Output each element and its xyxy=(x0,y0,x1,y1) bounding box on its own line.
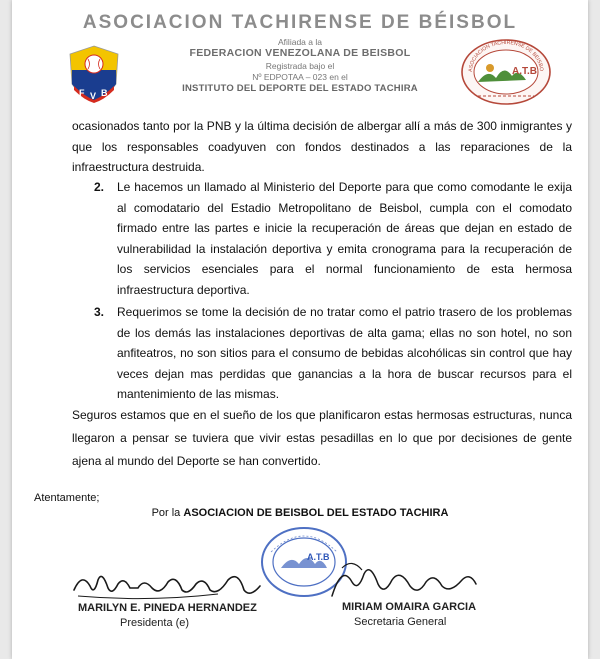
signatory-name-president: MARILYN E. PINEDA HERNANDEZ xyxy=(78,602,257,614)
item-text-3: Requerimos se tome la decisión de no tratar como el patrio trasero de los problemas de los demás las instalaciones deportivas de alta gama; ellas no son hotel, no son anfiteatros, no son sitios para el consumo de bebidas alcohólicas sin control que hay veces dejan mas perdidas que ganancias a la hora de buscar recursos para el mantenimiento de las mismas. xyxy=(117,305,572,401)
fvb-letter-f: F xyxy=(79,88,85,98)
signatory-role-secretary: Secretaria General xyxy=(354,616,447,628)
atb-emblem-text: A.T.B xyxy=(512,66,537,77)
header-title: ASOCIACION TACHIRENSE DE BÉISBOL xyxy=(82,12,518,33)
atb-logo xyxy=(460,38,552,106)
document-page xyxy=(12,0,588,659)
header-federation: FEDERACION VENEZOLANA DE BEISBOL xyxy=(189,47,411,59)
item-number-2: 2. xyxy=(94,180,105,194)
body-continuation-paragraph: ocasionados tanto por la PNB y la última decisión de albergar allí a más de 300 inmigrantes y que los responsables coadyuven con fondos destinados a las reparaciones de la infraestructura destruida. xyxy=(72,119,572,174)
signatory-role-president: Presidenta (e) xyxy=(120,617,190,629)
header-registered: Registrada bajo el xyxy=(265,61,335,71)
on-behalf-org: ASOCIACION DE BEISBOL DEL ESTADO TACHIRA xyxy=(183,507,449,519)
on-behalf-line xyxy=(12,507,588,519)
closing-paragraph: Seguros estamos que en el sueño de los que planificaron estas hermosas estructuras, nunca llegaron a pensar se tuviera que vivir estas pesadillas en lo que por decisiones de gente ajena al mundo del Deporte se han convertido. xyxy=(72,408,572,468)
stamp-text: A.T.B xyxy=(307,552,330,562)
header-institute: INSTITUTO DEL DEPORTE DEL ESTADO TACHIRA xyxy=(182,83,418,94)
header-registry-number: Nº EDPOTAA – 023 en el xyxy=(252,72,348,82)
header-affiliated: Afiliada a la xyxy=(278,37,322,47)
salutation: Atentamente; xyxy=(34,492,100,504)
item-number-3: 3. xyxy=(94,305,105,319)
on-behalf-prefix: Por la xyxy=(151,507,181,519)
fvb-letter-v: V xyxy=(90,91,97,101)
signatory-name-secretary: MIRIAM OMAIRA GARCIA xyxy=(342,601,477,613)
fvb-logo xyxy=(66,44,122,104)
item-text-2: Le hacemos un llamado al Ministerio del Deporte para que como comodante le exija al comodatario del Estadio Metropolitano de Beisbol, cumpla con el comodato firmado entre las partes e inicie la recuperación de áreas que dejan en estado de vulnerabilidad la instalación deportiva y emita cronograma para la recuperación de los servicios esenciales para el normal funcionamiento de esta hermosa infraestructura deportiva. xyxy=(117,180,572,297)
atb-ring-text: ASOCIACION TACHIRENSE DE BEISBO xyxy=(467,39,545,73)
signature-secretary xyxy=(322,556,482,606)
signature-president xyxy=(68,566,268,604)
fvb-letter-b: B xyxy=(101,88,108,98)
